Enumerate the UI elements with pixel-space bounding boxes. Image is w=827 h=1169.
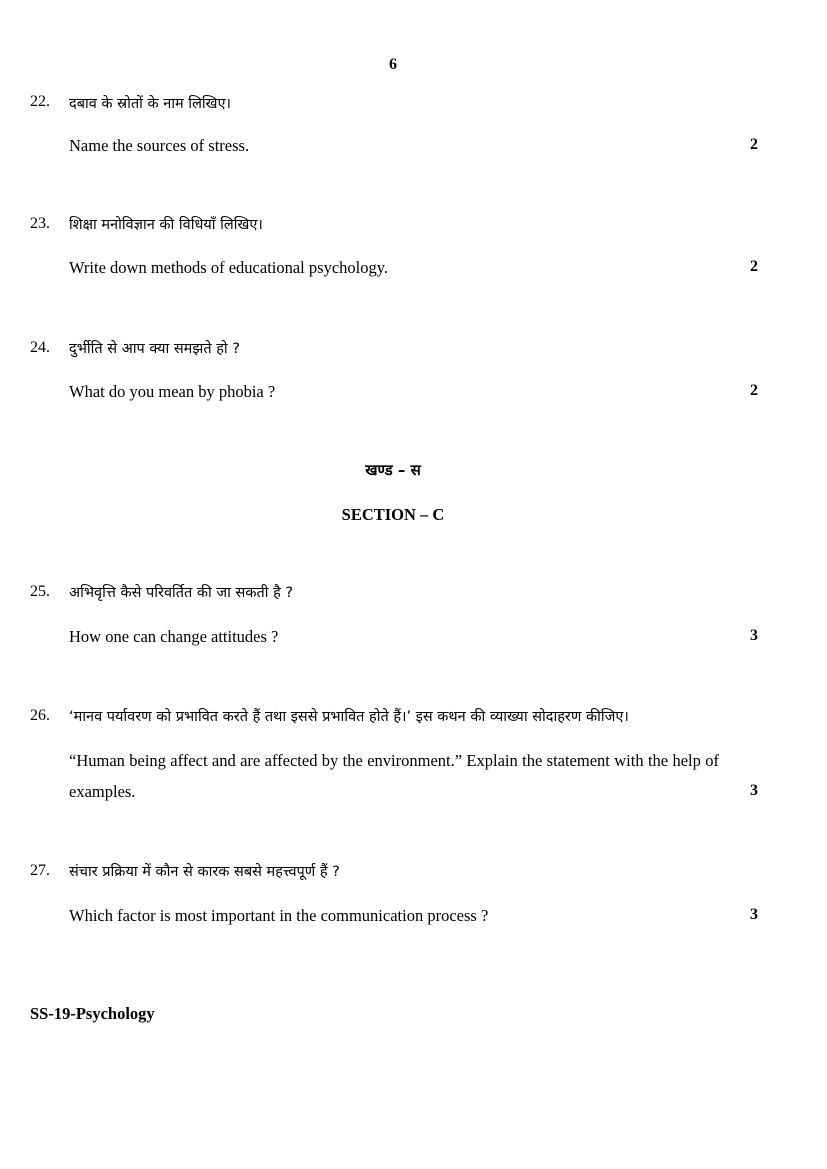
question-number: 27. xyxy=(30,862,50,879)
question-hindi-text: अभिवृत्ति कैसे परिवर्तित की जा सकती है ? xyxy=(69,585,294,601)
question-english-text: What do you mean by phobia ? xyxy=(69,382,276,401)
question-hindi-text: ‘मानव पर्यावरण को प्रभावित करते हैं तथा इससे प्रभावित होते हैं।’ इस कथन की व्याख्या सोदाहरण कीजिए। xyxy=(69,709,629,725)
question-english-text: “Human being affect and are affected by the environment.” Explain the statement with the help of examples. xyxy=(69,751,719,801)
question-number: 26. xyxy=(30,707,50,724)
question-hindi-text: दुर्भीति से आप क्या समझते हो ? xyxy=(69,341,240,357)
question-english-text: Write down methods of educational psychology. xyxy=(69,258,389,277)
section-heading-hindi: खण्ड – स xyxy=(365,461,421,479)
question-hindi-text: संचार प्रक्रिया में कौन से कारक सबसे महत्त्वपूर्ण हैं ? xyxy=(69,864,340,880)
page-number: 6 xyxy=(389,56,397,73)
question-number: 24. xyxy=(30,339,50,356)
question-english-text: Which factor is most important in the communication process ? xyxy=(69,906,489,925)
paper-code-footer: SS-19-Psychology xyxy=(30,1004,155,1023)
question-marks: 3 xyxy=(750,906,758,923)
question-hindi-text: दबाव के स्रोतों के नाम लिखिए। xyxy=(69,96,232,112)
section-heading-english: SECTION – C xyxy=(341,505,445,524)
question-number: 23. xyxy=(30,215,50,232)
question-hindi-text: शिक्षा मनोविज्ञान की विधियाँ लिखिए। xyxy=(69,217,263,233)
question-number: 22. xyxy=(30,93,50,110)
question-marks: 2 xyxy=(750,258,758,275)
question-marks: 2 xyxy=(750,136,758,153)
question-number: 25. xyxy=(30,583,50,600)
question-marks: 3 xyxy=(750,627,758,644)
question-english-text: How one can change attitudes ? xyxy=(69,627,279,646)
question-marks: 2 xyxy=(750,382,758,399)
question-marks: 3 xyxy=(750,782,758,799)
question-english-text: Name the sources of stress. xyxy=(69,136,250,155)
